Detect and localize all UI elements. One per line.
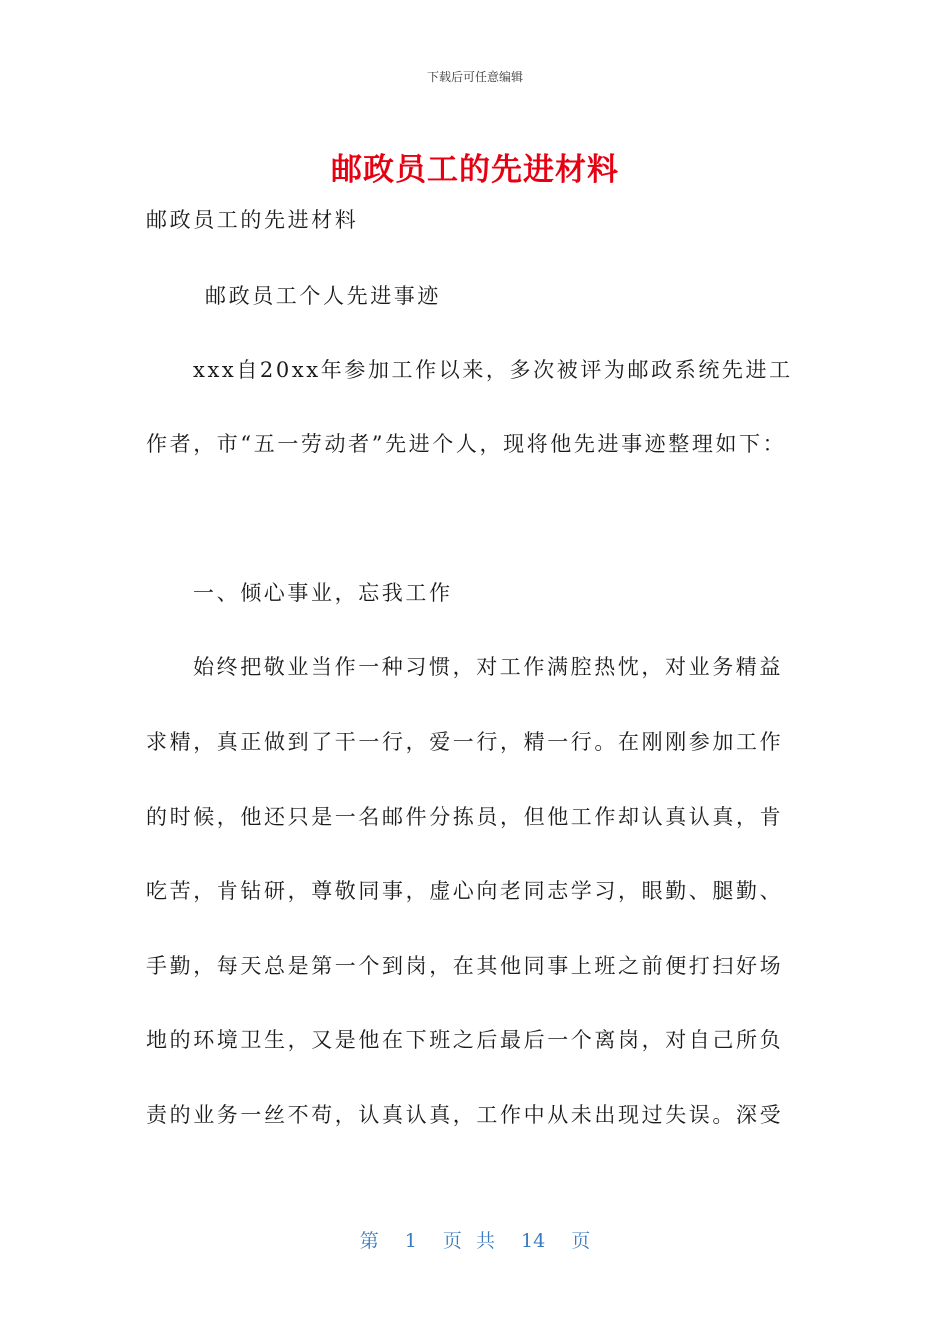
subtitle-line: 邮政员工的先进材料 <box>146 208 359 232</box>
section-heading: 邮政员工个人先进事迹 <box>205 284 441 308</box>
paragraph-line: 始终把敬业当作一种习惯，对工作满腔热忱，对业务精益 <box>193 655 783 679</box>
paragraph-line: 吃苦，肯钻研，尊敬同事，虚心向老同志学习，眼勤、腿勤、 <box>146 879 784 903</box>
document-title: 邮政员工的先进材料 <box>331 152 619 188</box>
section-heading: 一、倾心事业，忘我工作 <box>193 581 453 605</box>
paragraph-line: xxx自20xx年参加工作以来，多次被评为邮政系统先进工 <box>193 358 793 382</box>
paragraph-line: 求精，真正做到了干一行，爱一行，精一行。在刚刚参加工作 <box>146 730 784 754</box>
paragraph-line: 地的环境卫生，又是他在下班之后最后一个离岗，对自己所负 <box>146 1028 784 1052</box>
footer-prefix: 第 <box>359 1230 379 1252</box>
footer-suffix: 页 <box>571 1230 591 1252</box>
footer-total-pages: 14 <box>521 1230 546 1252</box>
paragraph-line: 作者，市“五一劳动者”先进个人，现将他先进事迹整理如下： <box>146 432 787 456</box>
paragraph-line: 的时候，他还只是一名邮件分拣员，但他工作却认真认真，肯 <box>146 805 784 829</box>
footer-current-page: 1 <box>404 1230 417 1252</box>
paragraph-line: 手勤，每天总是第一个到岗，在其他同事上班之前便打扫好场 <box>146 954 784 978</box>
header-note: 下载后可任意编辑 <box>426 70 523 84</box>
page-footer <box>0 1226 950 1253</box>
paragraph-line: 责的业务一丝不苟，认真认真，工作中从未出现过失误。深受 <box>146 1103 784 1127</box>
footer-middle: 页 共 <box>442 1230 495 1252</box>
